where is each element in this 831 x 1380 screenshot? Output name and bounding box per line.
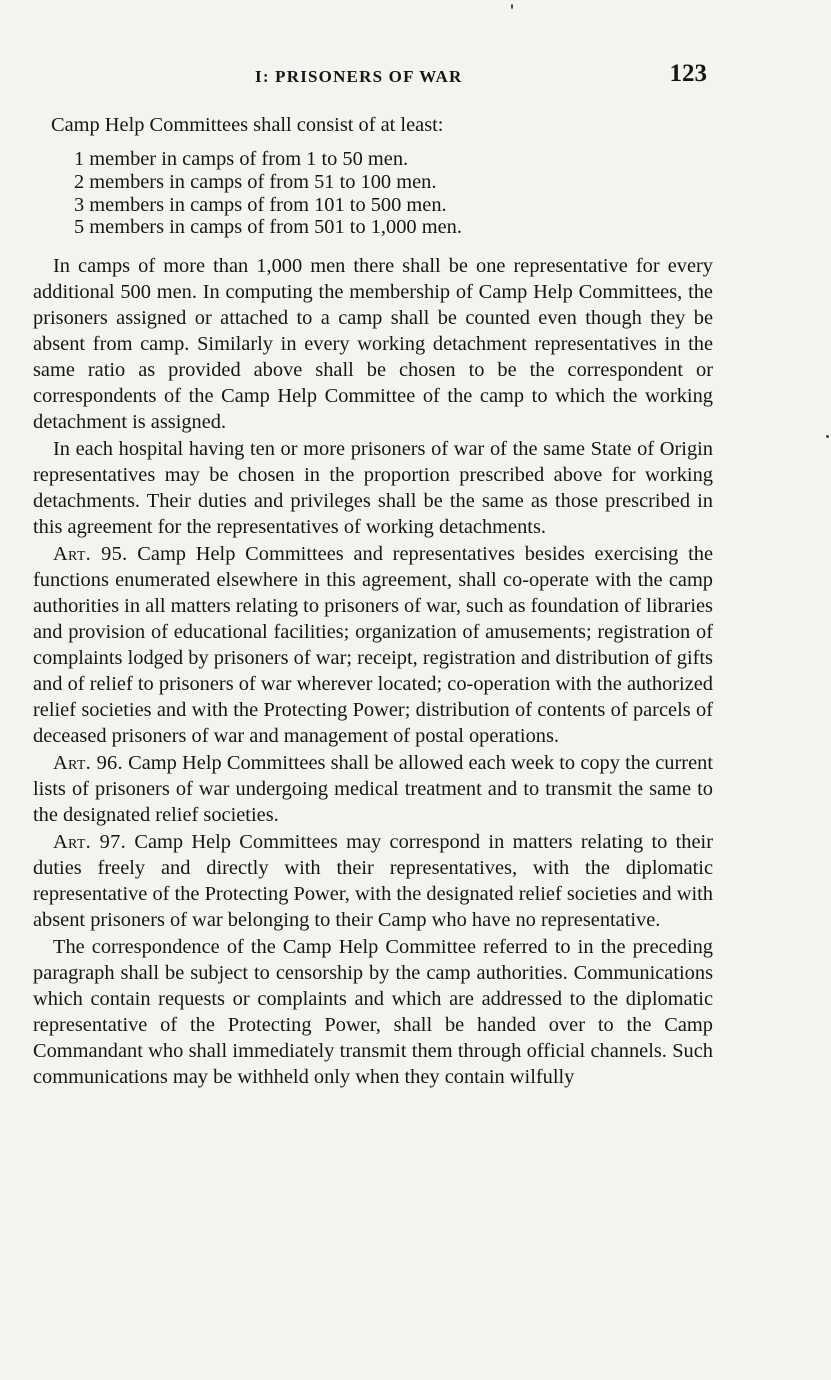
article-label: Art. 97.: [53, 831, 127, 854]
paragraph-text: Camp Help Committees may correspond in matters relating to their duties freely and directly with their representatives, with the diplomatic representative of the Protecting Power, with the designated relief societies and with absent prisoners of war belonging to their Camp who have no representative.: [33, 831, 713, 932]
paragraph-article-96: [33, 750, 713, 828]
paragraph-hospital-representatives: [33, 436, 713, 540]
body-text: [33, 112, 713, 1090]
paragraph-text: In each hospital having ten or more prisoners of war of the same State of Origin representatives may be chosen in the proportion prescribed above for working detachments. Their duties and privileges shall be the same as those prescribed in this agreement for the representatives of working detachments.: [33, 438, 713, 539]
list-item: 1 member in camps of from 1 to 50 men.: [74, 148, 409, 170]
article-label: Art. 96.: [53, 752, 123, 775]
paragraph-text: The correspondence of the Camp Help Committee referred to in the preceding paragraph shall be subject to censorship by the camp authorities. Communications which contain requests or complaints and which are addressed to the diplomatic representative of the Protecting Power, shall be handed over to the Camp Commandant who shall immediately transmit them through official channels. Such communications may be withheld only when they contain wilfully: [33, 936, 713, 1089]
paragraph-article-97: [33, 829, 713, 933]
list-item: 5 members in camps of from 501 to 1,000 men.: [74, 216, 462, 239]
scan-speck: [826, 435, 829, 438]
paragraph-text: Camp Help Committees shall be allowed each week to copy the current lists of prisoners of war undergoing medical treatment and to transmit the same to the designated relief societies.: [33, 752, 713, 827]
membership-list: [74, 148, 713, 239]
paragraph-text: In camps of more than 1,000 men there shall be one representative for every additional 500 men. In computing the membership of Camp Help Committees, the prisoners assigned or attached to a camp shall be counted even though they be absent from camp. Similarly in every working detachment representatives in the same ratio as provided above shall be chosen to be the correspondent or correspondents of the Camp Help Committee of the camp to which the working detachment is assigned.: [33, 255, 713, 434]
intro-sentence: Camp Help Committees shall consist of at least:: [51, 114, 444, 136]
paragraph-additional-representatives: [33, 253, 713, 435]
scan-speck: [511, 4, 513, 9]
list-item: 3 members in camps of from 101 to 500 men.: [74, 193, 447, 216]
paragraph-text: Camp Help Committees and representatives besides exercising the functions enumerated elsewhere in this agreement, shall co-operate with the camp authorities in all matters relating to prisoners of war, such as foundation of libraries and provision of educational facilities; organization of amusements; registration of complaints lodged by prisoners of war; receipt, registration and distribution of gifts and of relief to prisoners of war wherever located; co-operation with the authorized relief societies and with the Protecting Power; distribution of contents of parcels of deceased prisoners of war and management of postal operations.: [33, 543, 713, 748]
running-header-title: I: PRISONERS OF WAR: [255, 67, 463, 86]
list-item: 2 members in camps of from 51 to 100 men.: [74, 170, 437, 193]
paragraph-article-95: [33, 541, 713, 749]
article-label: Art. 95.: [53, 543, 128, 566]
paragraph-correspondence-censorship: [33, 934, 713, 1090]
page-number: 123: [669, 60, 707, 87]
